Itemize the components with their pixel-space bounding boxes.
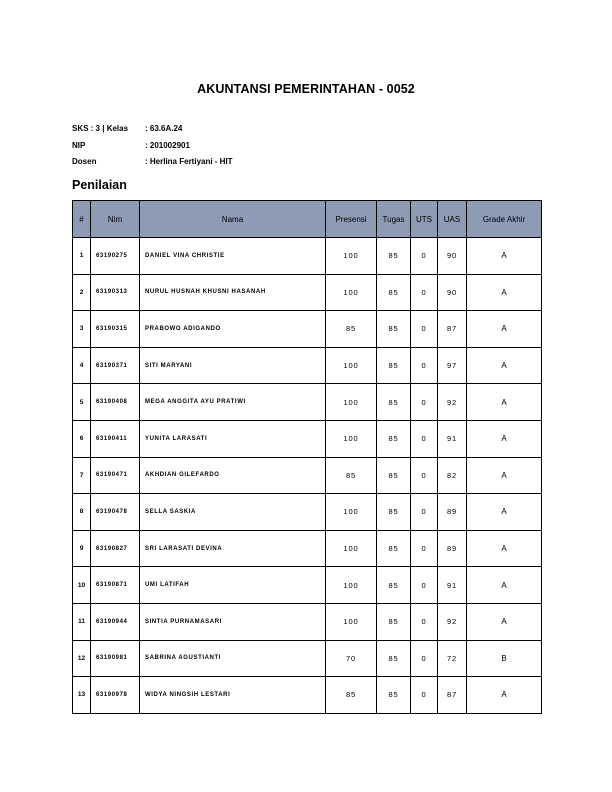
cell-nama: MEGA ANGGITA AYU PRATIWI (140, 384, 326, 421)
cell-grade-akhir: A (467, 457, 542, 494)
cell-grade-akhir: A (467, 238, 542, 275)
cell-tugas: 85 (377, 384, 411, 421)
cell-nim: 63190478 (91, 494, 140, 531)
dosen-value: : Herlina Fertiyani - HIT (145, 157, 233, 166)
kelas-row (72, 121, 233, 138)
cell-nim: 63190315 (91, 311, 140, 348)
table-row (73, 530, 542, 567)
cell-grade-akhir: A (467, 494, 542, 531)
cell-presensi: 100 (326, 603, 377, 640)
cell-grade-akhir: A (467, 347, 542, 384)
cell-uas: 89 (438, 494, 467, 531)
cell-no: 9 (73, 530, 91, 567)
cell-no: 12 (73, 640, 91, 677)
cell-uas: 91 (438, 567, 467, 604)
page-title: AKUNTANSI PEMERINTAHAN - 0052 (197, 82, 415, 96)
header-presensi: Presensi (326, 201, 377, 238)
table-header-row (73, 201, 542, 238)
cell-uas: 87 (438, 677, 467, 714)
cell-presensi: 100 (326, 420, 377, 457)
nip-row (72, 138, 233, 155)
cell-presensi: 100 (326, 494, 377, 531)
table-row (73, 567, 542, 604)
cell-nim: 63190871 (91, 567, 140, 604)
cell-tugas: 85 (377, 347, 411, 384)
cell-grade-akhir: A (467, 530, 542, 567)
cell-tugas: 85 (377, 603, 411, 640)
table-row (73, 347, 542, 384)
cell-nim: 63190275 (91, 238, 140, 275)
cell-nama: AKHDIAN GILEFARDO (140, 457, 326, 494)
cell-tugas: 85 (377, 274, 411, 311)
cell-uas: 90 (438, 274, 467, 311)
cell-nim: 63190313 (91, 274, 140, 311)
cell-no: 3 (73, 311, 91, 348)
nip-value: : 201002901 (145, 140, 190, 150)
cell-no: 1 (73, 238, 91, 275)
cell-no: 5 (73, 384, 91, 421)
cell-presensi: 70 (326, 640, 377, 677)
cell-nama: SITI MARYANI (140, 347, 326, 384)
cell-nama: PRABOWO ADIGANDO (140, 311, 326, 348)
table-row (73, 677, 542, 714)
cell-no: 7 (73, 457, 91, 494)
section-title: Penilaian (72, 178, 127, 192)
table-row (73, 384, 542, 421)
cell-no: 6 (73, 420, 91, 457)
table-row (73, 603, 542, 640)
cell-no: 10 (73, 567, 91, 604)
header-nama: Nama (140, 201, 326, 238)
cell-nim: 63190408 (91, 384, 140, 421)
cell-nama: NURUL HUSNAH KHUSNI HASANAH (140, 274, 326, 311)
table-row (73, 457, 542, 494)
cell-nama: SINTIA PURNAMASARI (140, 603, 326, 640)
cell-tugas: 85 (377, 311, 411, 348)
header-tugas: Tugas (377, 201, 411, 238)
cell-tugas: 85 (377, 567, 411, 604)
cell-uas: 92 (438, 384, 467, 421)
sks-kelas-label: SKS : 3 | Kelas (72, 124, 129, 133)
cell-presensi: 100 (326, 567, 377, 604)
cell-grade-akhir: A (467, 603, 542, 640)
cell-presensi: 85 (326, 311, 377, 348)
cell-uts: 0 (411, 677, 438, 714)
cell-uts: 0 (411, 311, 438, 348)
cell-grade-akhir: A (467, 311, 542, 348)
cell-uts: 0 (411, 567, 438, 604)
cell-no: 13 (73, 677, 91, 714)
cell-nim: 63190981 (91, 640, 140, 677)
cell-nim: 63190827 (91, 530, 140, 567)
cell-uas: 89 (438, 530, 467, 567)
cell-grade-akhir: A (467, 677, 542, 714)
cell-uas: 82 (438, 457, 467, 494)
cell-uts: 0 (411, 274, 438, 311)
cell-grade-akhir: A (467, 274, 542, 311)
kelas-value: : 63.6A.24 (145, 124, 183, 133)
dosen-label: Dosen (72, 157, 97, 166)
cell-uts: 0 (411, 457, 438, 494)
header-nim: Nim (91, 201, 140, 238)
cell-presensi: 100 (326, 347, 377, 384)
cell-uts: 0 (411, 494, 438, 531)
cell-presensi: 100 (326, 238, 377, 275)
table-row (73, 238, 542, 275)
cell-presensi: 100 (326, 384, 377, 421)
cell-uts: 0 (411, 640, 438, 677)
cell-grade-akhir: A (467, 420, 542, 457)
header-grade-akhir: Grade Akhir (467, 201, 542, 238)
cell-presensi: 85 (326, 677, 377, 714)
cell-no: 4 (73, 347, 91, 384)
cell-presensi: 85 (326, 457, 377, 494)
cell-nama: UMI LATIFAH (140, 567, 326, 604)
cell-tugas: 85 (377, 457, 411, 494)
table-row (73, 494, 542, 531)
table-row (73, 640, 542, 677)
cell-tugas: 85 (377, 530, 411, 567)
cell-uts: 0 (411, 530, 438, 567)
cell-no: 8 (73, 494, 91, 531)
cell-grade-akhir: A (467, 567, 542, 604)
cell-no: 11 (73, 603, 91, 640)
cell-uts: 0 (411, 384, 438, 421)
cell-nama: DANIEL VINA CHRISTIE (140, 238, 326, 275)
course-info (72, 121, 233, 171)
table-row (73, 311, 542, 348)
cell-tugas: 85 (377, 640, 411, 677)
cell-uts: 0 (411, 603, 438, 640)
cell-nim: 63190411 (91, 420, 140, 457)
nip-label: NIP (72, 140, 86, 150)
cell-presensi: 100 (326, 530, 377, 567)
cell-nama: WIDYA NINGSIH LESTARI (140, 677, 326, 714)
cell-uas: 90 (438, 238, 467, 275)
cell-nim: 63190978 (91, 677, 140, 714)
cell-uts: 0 (411, 420, 438, 457)
cell-uas: 91 (438, 420, 467, 457)
cell-tugas: 85 (377, 238, 411, 275)
cell-presensi: 100 (326, 274, 377, 311)
grades-table (72, 200, 542, 714)
dosen-row (72, 154, 233, 171)
cell-nama: SELLA SASKIA (140, 494, 326, 531)
cell-nim: 63190471 (91, 457, 140, 494)
cell-uas: 87 (438, 311, 467, 348)
cell-nim: 63190371 (91, 347, 140, 384)
header-uas: UAS (438, 201, 467, 238)
cell-grade-akhir: A (467, 384, 542, 421)
cell-nama: SABRINA AGUSTIANTI (140, 640, 326, 677)
cell-uas: 92 (438, 603, 467, 640)
cell-uts: 0 (411, 347, 438, 384)
cell-uas: 97 (438, 347, 467, 384)
cell-nama: YUNITA LARASATI (140, 420, 326, 457)
cell-tugas: 85 (377, 494, 411, 531)
cell-tugas: 85 (377, 677, 411, 714)
table-row (73, 274, 542, 311)
cell-nim: 63190944 (91, 603, 140, 640)
header-no: # (73, 201, 91, 238)
cell-nama: SRI LARASATI DEVINA (140, 530, 326, 567)
table-row (73, 420, 542, 457)
cell-tugas: 85 (377, 420, 411, 457)
header-uts: UTS (411, 201, 438, 238)
cell-uas: 72 (438, 640, 467, 677)
cell-no: 2 (73, 274, 91, 311)
cell-uts: 0 (411, 238, 438, 275)
cell-grade-akhir: B (467, 640, 542, 677)
